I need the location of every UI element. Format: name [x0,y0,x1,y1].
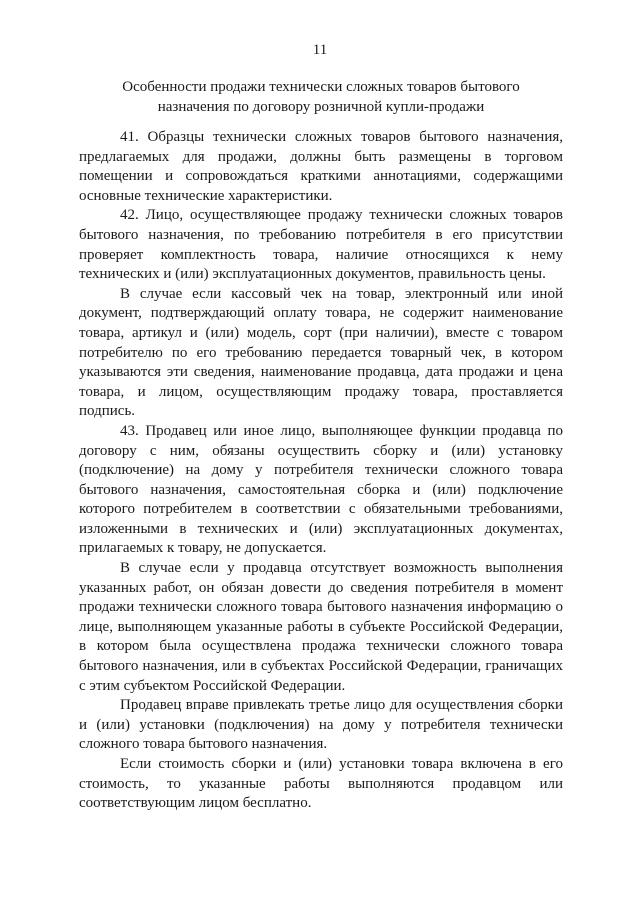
section-heading-line-1: Особенности продажи технически сложных товаров бытового [122,79,520,95]
paragraph-41: 41. Образцы технически сложных товаров бытового назначения, предлагаемых для продажи, должны быть размещены в торговом помещении и сопровождаться краткими аннотациями, содержащими основные технические характеристики. [79,129,563,204]
page-number: 11 [312,42,328,58]
paragraph-43-no-capability: В случае если у продавца отсутствует возможность выполнения указанных работ, он обязан довести до сведения потребителя в момент продажи технически сложного товара бытового назначения информацию о лице, выполняющем указанные работы в субъекте Российской Федерации, в котором была осуществлена продажа технически сложного товара бытового назначения, или в субъектах Российской Федерации, граничащих с этим субъектом Российской Федерации. [79,560,563,694]
document-body [79,128,563,814]
paragraph-43-free-of-charge: Если стоимость сборки и (или) установки товара включена в его стоимость, то указанные работы выполняются продавцом или соответствующим лицом бесплатно. [79,756,563,812]
paragraph-43-third-party: Продавец вправе привлекать третье лицо для осуществления сборки и (или) установки (подключения) на дому у потребителя технически сложного товара бытового назначения. [79,697,563,753]
section-heading [80,78,562,117]
paragraph-43: 43. Продавец или иное лицо, выполняющее функции продавца по договору с ним, обязаны осуществить сборку и (или) установку (подключение) на дому у потребителя технически сложного товара бытового назначения, самостоятельная сборка и (или) подключение которого потребителем в соответствии с обязательными требованиями, изложенными в технических и (или) эксплуатационных документах, прилагаемых к товару, не допускается. [79,422,563,557]
paragraph-42: 42. Лицо, осуществляющее продажу технически сложных товаров бытового назначения, по требованию потребителя в его присутствии проверяет комплектность товара, наличие относящихся к нему технических и (или) эксплуатационных документов, правильность цены. [79,207,563,283]
paragraph-42-receipt: В случае если кассовый чек на товар, электронный или иной документ, подтверждающий оплату товара, не содержит наименование товара, артикул и (или) модель, сорт (при наличии), вместе с товаром потребителю по его требованию передается товарный чек, в котором указываются эти сведения, наименование продавца, дата продажи и цена товара, и лицом, осуществляющим продажу товара, проставляется подпись. [79,285,563,420]
section-heading-line-2: назначения по договору розничной купли-продажи [157,98,485,115]
